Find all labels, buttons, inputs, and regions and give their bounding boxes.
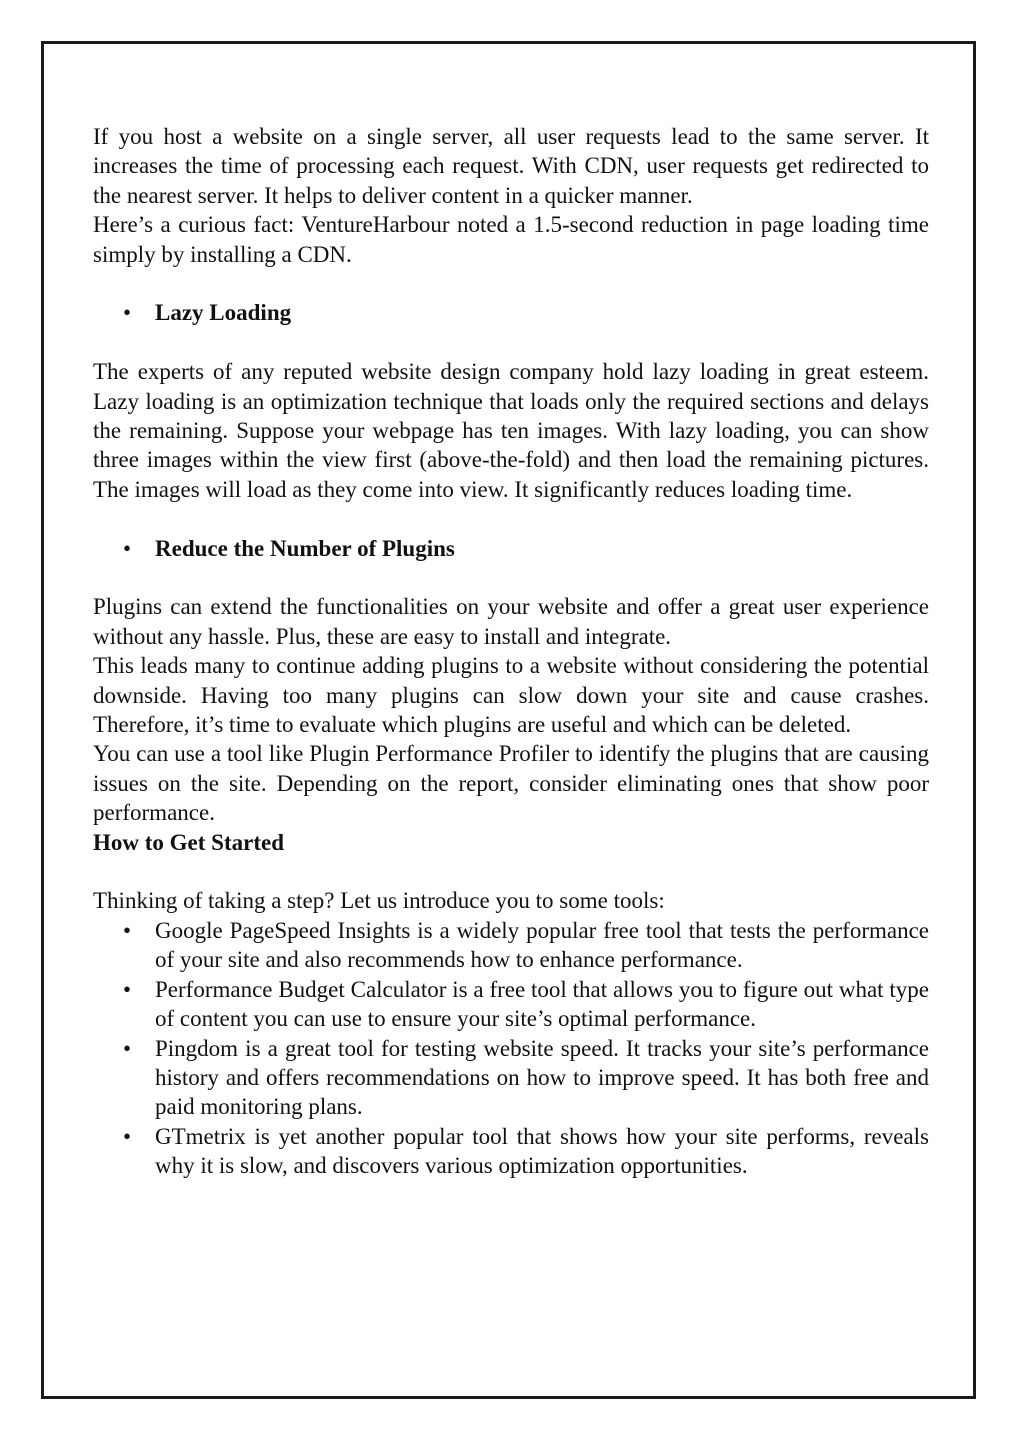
spacer xyxy=(93,328,929,357)
document-body xyxy=(93,122,929,1181)
list-item-text: Pingdom is a great tool for testing website speed. It tracks your site’s performance history and offers recommendations on how to improve speed. It has both free and paid monitoring plans. xyxy=(155,1035,929,1120)
get-started-intro: Thinking of taking a step? Let us introduce you to some tools: xyxy=(93,888,665,914)
list-item xyxy=(93,1034,929,1122)
tools-list xyxy=(93,916,929,1181)
intro-paragraph-cdn: If you host a website on a single server, all user requests lead to the same server. It increases the time of processing each request. With CDN, user requests get redirected to the nearest server. It helps to deliver content in a quicker manner. xyxy=(93,124,929,208)
bullet-icon: • xyxy=(123,1035,132,1061)
bullet-icon: • xyxy=(123,917,132,943)
heading-text: Lazy Loading xyxy=(155,300,292,326)
bullet-icon: • xyxy=(123,976,132,1002)
list-item xyxy=(93,916,929,975)
intro-paragraph-fact: Here’s a curious fact: VentureHarbour noted a 1.5-second reduction in page loading time simply by installing a CDN. xyxy=(93,212,929,267)
plugins-paragraph-1: Plugins can extend the functionalities on your website and offer a great user experience without any hassle. Plus, these are easy to install and integrate. xyxy=(93,594,929,649)
spacer xyxy=(93,857,929,886)
bullet-icon: • xyxy=(123,535,132,561)
spacer xyxy=(93,269,929,298)
list-item-text: GTmetrix is yet another popular tool that shows how your site performs, reveals why it is slow, and discovers various optimization opportunities. xyxy=(155,1123,929,1179)
plugins-paragraph-3: You can use a tool like Plugin Performance Profiler to identify the plugins that are causing issues on the site. Depending on the report, consider eliminating ones that show poor performance. xyxy=(93,741,929,826)
plugins-paragraph-2: This leads many to continue adding plugins to a website without considering the potential downside. Having too many plugins can slow down your site and cause crashes. Therefore, it’s time to evaluate which plugins are useful and which can be deleted. xyxy=(93,653,929,738)
list-item xyxy=(93,975,929,1034)
heading-text: Reduce the Number of Plugins xyxy=(155,535,455,561)
section-heading-plugins xyxy=(93,534,929,563)
section-heading-get-started: How to Get Started xyxy=(93,829,284,855)
section-heading-lazy-loading xyxy=(93,298,929,327)
list-item-text: Performance Budget Calculator is a free tool that allows you to figure out what type of content you can use to ensure your site’s optimal performance. xyxy=(155,976,929,1032)
spacer xyxy=(93,504,929,533)
list-item xyxy=(93,1122,929,1181)
bullet-icon: • xyxy=(123,300,132,326)
spacer xyxy=(93,563,929,592)
list-item-text: Google PageSpeed Insights is a widely popular free tool that tests the performance of your site and also recommends how to enhance performance. xyxy=(155,917,929,973)
lazy-loading-paragraph: The experts of any reputed website design company hold lazy loading in great esteem. Lazy loading is an optimization technique that loads only the required sections and delays the remaining. Suppose your webpage has ten images. With lazy loading, you can show three images within the view first (above-the-fold) and then load the remaining pictures. The images will load as they come into view. It significantly reduces loading time. xyxy=(93,359,929,502)
bullet-icon: • xyxy=(123,1123,132,1149)
